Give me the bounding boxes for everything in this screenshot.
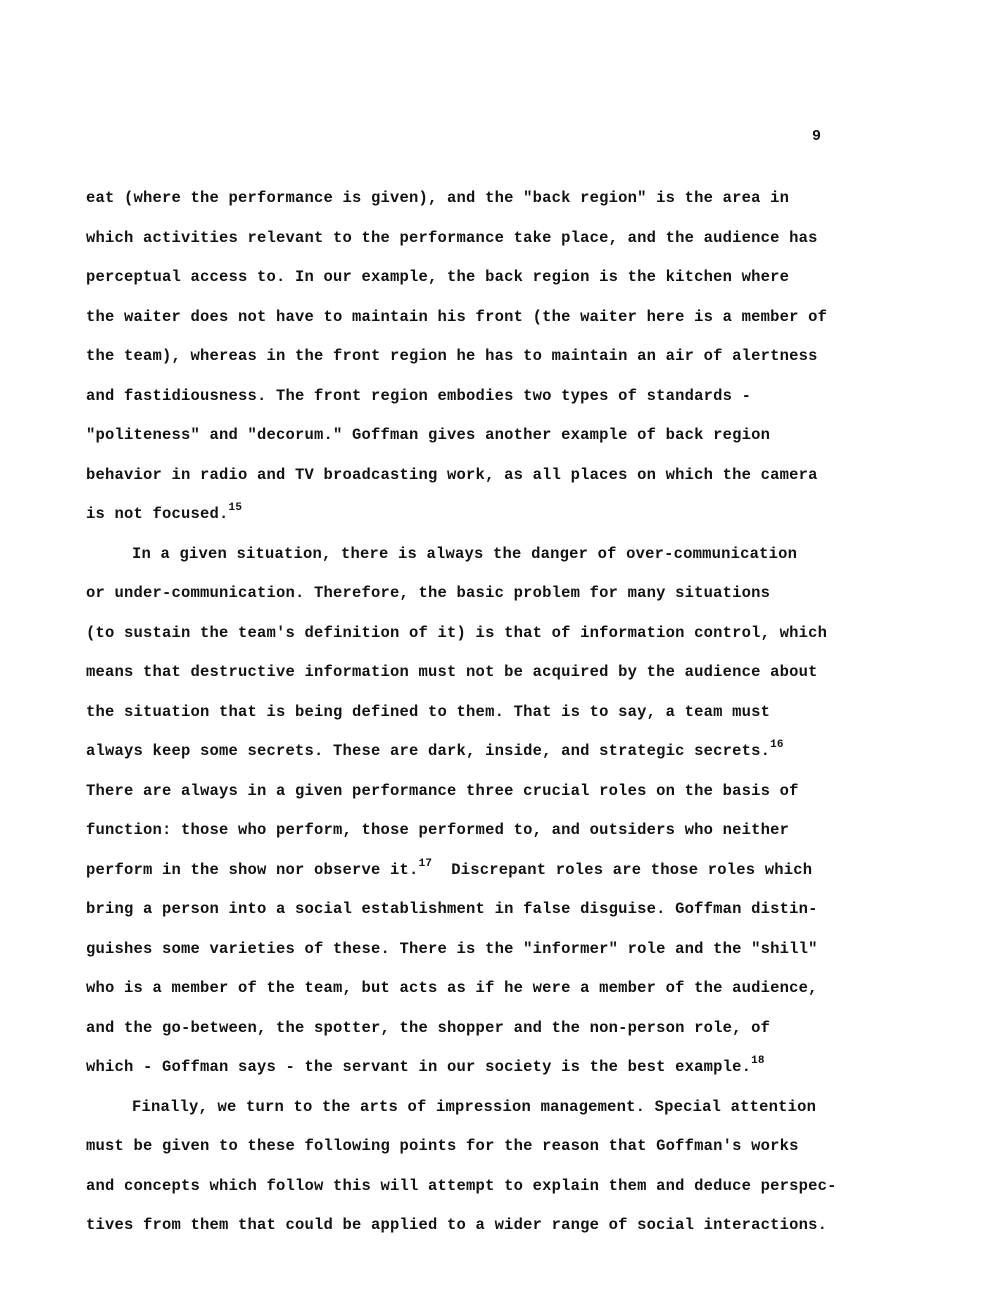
text-line: the team), whereas in the front region he has to maintain an air of alertness bbox=[86, 347, 818, 365]
footnote-marker: 16 bbox=[770, 738, 784, 751]
text-line: function: those who perform, those performed to, and outsiders who neither bbox=[86, 821, 790, 839]
text-line bbox=[86, 501, 243, 524]
text-line: "politeness" and "decorum." Goffman gives another example of back region bbox=[86, 426, 771, 444]
text-line: and concepts which follow this will attempt to explain them and deduce perspec- bbox=[86, 1177, 837, 1195]
text-line: Finally, we turn to the arts of impression management. Special attention bbox=[132, 1098, 817, 1116]
text-line: There are always in a given performance three crucial roles on the basis of bbox=[86, 782, 799, 800]
text-line bbox=[86, 1054, 765, 1077]
text-line: or under-communication. Therefore, the basic problem for many situations bbox=[86, 584, 771, 602]
text-line: means that destructive information must not be acquired by the audience about bbox=[86, 663, 818, 681]
text-line: tives from them that could be applied to a wider range of social interactions. bbox=[86, 1216, 828, 1234]
text-line: perceptual access to. In our example, the back region is the kitchen where bbox=[86, 268, 790, 286]
text-segment: is not focused. bbox=[86, 505, 229, 523]
footnote-marker: 18 bbox=[751, 1054, 765, 1067]
text-line: behavior in radio and TV broadcasting work, as all places on which the camera bbox=[86, 466, 818, 484]
text-line: guishes some varieties of these. There is the "informer" role and the "shill" bbox=[86, 940, 818, 958]
text-line: which activities relevant to the performance take place, and the audience has bbox=[86, 229, 818, 247]
text-segment bbox=[432, 861, 451, 879]
text-segment: always keep some secrets. These are dark, inside, and strategic secrets. bbox=[86, 742, 771, 760]
text-line: the waiter does not have to maintain his front (the waiter here is a member of bbox=[86, 308, 828, 326]
text-segment: perform in the show nor observe it. bbox=[86, 861, 419, 879]
text-line: In a given situation, there is always the danger of over-communication bbox=[132, 545, 798, 563]
text-line: bring a person into a social establishment in false disguise. Goffman distin- bbox=[86, 900, 818, 918]
text-line: eat (where the performance is given), and the "back region" is the area in bbox=[86, 189, 790, 207]
text-line: the situation that is being defined to them. That is to say, a team must bbox=[86, 703, 771, 721]
footnote-marker: 17 bbox=[418, 857, 433, 870]
text-line: and the go-between, the spotter, the shopper and the non-person role, of bbox=[86, 1019, 771, 1037]
text-line: must be given to these following points for the reason that Goffman's works bbox=[86, 1137, 799, 1155]
text-line bbox=[86, 738, 784, 761]
text-line bbox=[86, 857, 813, 880]
footnote-marker: 15 bbox=[228, 501, 243, 514]
text-segment: Discrepant roles are those roles which bbox=[451, 861, 813, 879]
text-line: who is a member of the team, but acts as if he were a member of the audience, bbox=[86, 979, 818, 997]
text-line: (to sustain the team's definition of it) is that of information control, which bbox=[86, 624, 828, 642]
text-line: and fastidiousness. The front region embodies two types of standards - bbox=[86, 387, 752, 405]
text-segment: which - Goffman says - the servant in our society is the best example. bbox=[86, 1058, 752, 1076]
page-number: 9 bbox=[812, 128, 822, 145]
